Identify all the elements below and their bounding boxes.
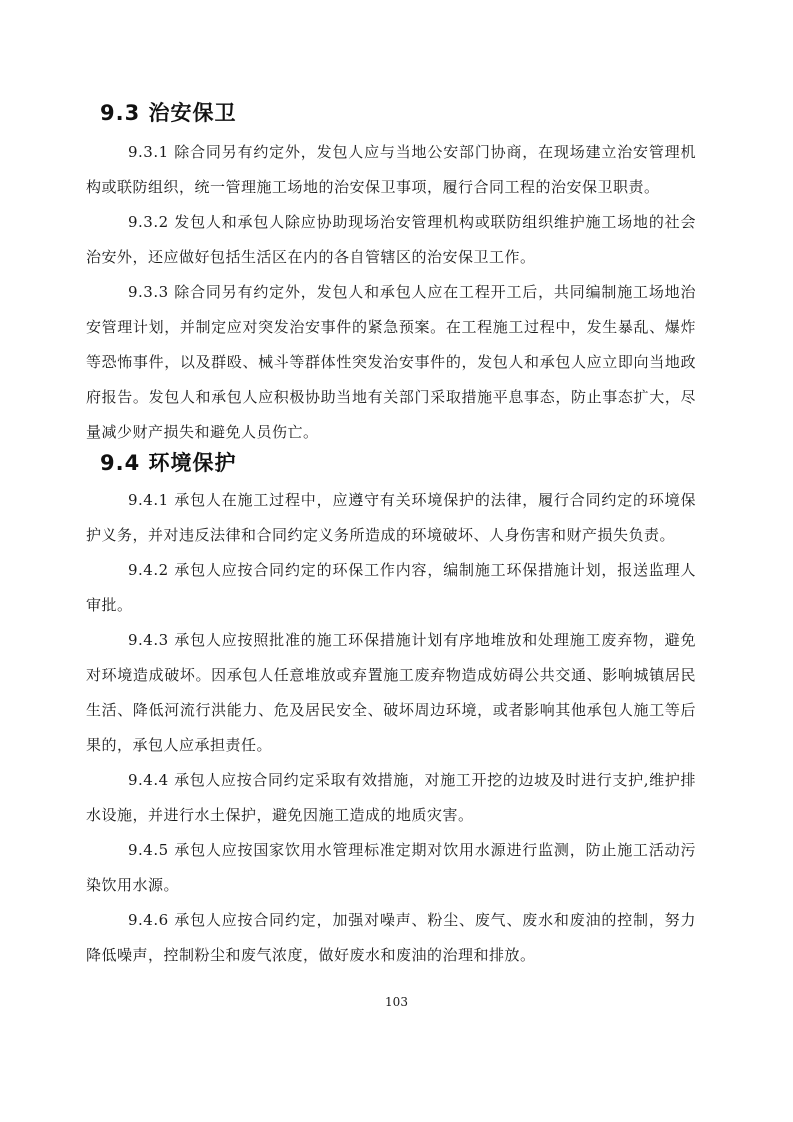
paragraph-9-4-3: 9.4.3 承包人应按照批准的施工环保措施计划有序地堆放和处理施工废弃物，避免对环境造成破坏。因承包人任意堆放或弃置施工废弃物造成妨碍公共交通、影响城镇居民生活、降低河流行洪能力、危及居民安全、破坏周边环境，或者影响其他承包人施工等后果的，承包人应承担责任。 bbox=[86, 631, 696, 754]
paragraph-9-4-2: 9.4.2 承包人应按合同约定的环保工作内容，编制施工环保措施计划，报送监理人审批。 bbox=[86, 561, 696, 614]
document-content bbox=[86, 100, 696, 973]
paragraph-9-3-3: 9.3.3 除合同另有约定外，发包人和承包人应在工程开工后，共同编制施工场地治安管理计划，并制定应对突发治安事件的紧急预案。在工程施工过程中，发生暴乱、爆炸等恐怖事件，以及群殴、械斗等群体性突发治安事件的，发包人和承包人应立即向当地政府报告。发包人和承包人应积极协助当地有关部门采取措施平息事态，防止事态扩大，尽量减少财产损失和避免人员伤亡。 bbox=[86, 283, 696, 441]
paragraph-9-4-1: 9.4.1 承包人在施工过程中，应遵守有关环境保护的法律，履行合同约定的环境保护义务，并对违反法律和合同约定义务所造成的环境破坏、人身伤害和财产损失负责。 bbox=[86, 491, 696, 544]
paragraph-9-4-6: 9.4.6 承包人应按合同约定，加强对噪声、粉尘、废气、废水和废油的控制，努力降低噪声，控制粉尘和废气浓度，做好废水和废油的治理和排放。 bbox=[86, 911, 696, 964]
paragraph-9-4-4: 9.4.4 承包人应按合同约定采取有效措施，对施工开挖的边坡及时进行支护,维护排水设施，并进行水土保护，避免因施工造成的地质灾害。 bbox=[86, 771, 696, 824]
paragraph-9-4-5: 9.4.5 承包人应按国家饮用水管理标准定期对饮用水源进行监测，防止施工活动污染饮用水源。 bbox=[86, 841, 696, 894]
section-heading-9-3: 9.3 治安保卫 bbox=[100, 101, 237, 125]
section-security bbox=[86, 100, 696, 450]
section-heading-9-4: 9.4 环境保护 bbox=[100, 451, 237, 475]
paragraph-9-3-2: 9.3.2 发包人和承包人除应协助现场治安管理机构或联防组织维护施工场地的社会治安外，还应做好包括生活区在内的各自管辖区的治安保卫工作。 bbox=[86, 213, 696, 266]
paragraph-9-3-1: 9.3.1 除合同另有约定外，发包人应与当地公安部门协商，在现场建立治安管理机构或联防组织，统一管理施工场地的治安保卫事项，履行合同工程的治安保卫职责。 bbox=[86, 143, 696, 196]
page-number: 103 bbox=[385, 995, 408, 1009]
section-environment bbox=[86, 450, 696, 973]
